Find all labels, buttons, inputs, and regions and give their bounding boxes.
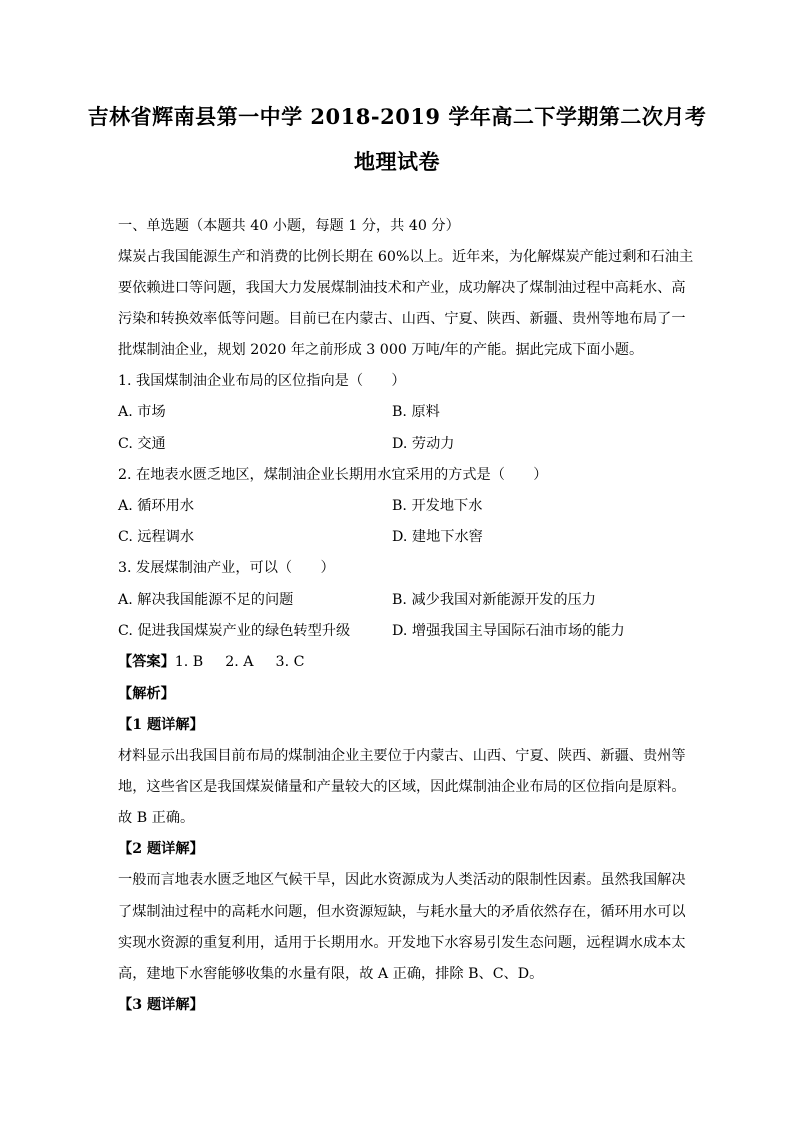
question-stem: 1. 我国煤制油企业布局的区位指向是（ ） [118, 373, 406, 389]
option-d: D. 劳动力 [392, 436, 455, 452]
answer-item: 3. C [275, 654, 305, 670]
detail-line: 高，建地下水窖能够收集的水量有限，故 A 正确，排除 B、C、D。 [118, 966, 544, 982]
option-a: A. 循环用水 [118, 498, 195, 514]
analysis-label: 【解析】 [118, 686, 175, 702]
option-c: C. 促进我国煤炭产业的绿色转型升级 [118, 623, 351, 639]
passage-line: 要依赖进口等问题，我国大力发展煤制油技术和产业，成功解决了煤制油过程中高耗水、高 [118, 280, 686, 296]
answer-label: 【答案】 [118, 654, 175, 670]
detail-label: 【2 题详解】 [118, 841, 204, 857]
answer-line [118, 652, 678, 672]
answer-item: 2. A [225, 654, 254, 670]
section-header: 一、单选题（本题共 40 小题，每题 1 分，共 40 分） [118, 218, 460, 234]
passage-line: 煤炭占我国能源生产和消费的比例长期在 60%以上。近年来，为化解煤炭产能过剩和石油主 [118, 249, 694, 265]
detail-line: 实现水资源的重复利用，适用于长期用水。开发地下水容易引发生态问题，远程调水成本太 [118, 935, 686, 951]
option-a: A. 市场 [118, 404, 166, 420]
detail-label: 【1 题详解】 [118, 717, 204, 733]
exam-subtitle: 地理试卷 [354, 149, 440, 174]
option-b: B. 开发地下水 [392, 498, 483, 514]
detail-line: 故 B 正确。 [118, 810, 195, 826]
option-d: D. 增强我国主导国际石油市场的能力 [392, 623, 625, 639]
option-d: D. 建地下水窖 [392, 529, 483, 545]
passage-line: 污染和转换效率低等问题。目前已在内蒙古、山西、宁夏、陕西、新疆、贵州等地布局了一 [118, 311, 686, 327]
detail-line: 材料显示出我国目前布局的煤制油企业主要位于内蒙古、山西、宁夏、陕西、新疆、贵州等 [118, 748, 686, 764]
option-b: B. 减少我国对新能源开发的压力 [392, 592, 596, 608]
detail-line: 一般而言地表水匮乏地区气候干旱，因此水资源成为人类活动的限制性因素。虽然我国解决 [118, 872, 686, 888]
option-c: C. 远程调水 [118, 529, 195, 545]
answer-item: 1. B [174, 654, 204, 670]
exam-title: 吉林省辉南县第一中学 2018-2019 学年高二下学期第二次月考 [87, 104, 707, 129]
passage-line: 批煤制油企业，规划 2020 年之前形成 3 000 万吨/年的产能。据此完成下面小题。 [118, 342, 644, 358]
question-stem: 3. 发展煤制油产业，可以（ ） [118, 560, 335, 576]
detail-line: 地，这些省区是我国煤炭储量和产量较大的区域，因此煤制油企业布局的区位指向是原料。 [118, 779, 686, 795]
detail-label: 【3 题详解】 [118, 997, 204, 1013]
option-c: C. 交通 [118, 436, 166, 452]
question-stem: 2. 在地表水匮乏地区，煤制油企业长期用水宜采用的方式是（ ） [118, 467, 548, 483]
option-b: B. 原料 [392, 404, 440, 420]
option-a: A. 解决我国能源不足的问题 [118, 592, 294, 608]
detail-line: 了煤制油过程中的高耗水问题，但水资源短缺，与耗水量大的矛盾依然存在，循环用水可以 [118, 904, 686, 920]
